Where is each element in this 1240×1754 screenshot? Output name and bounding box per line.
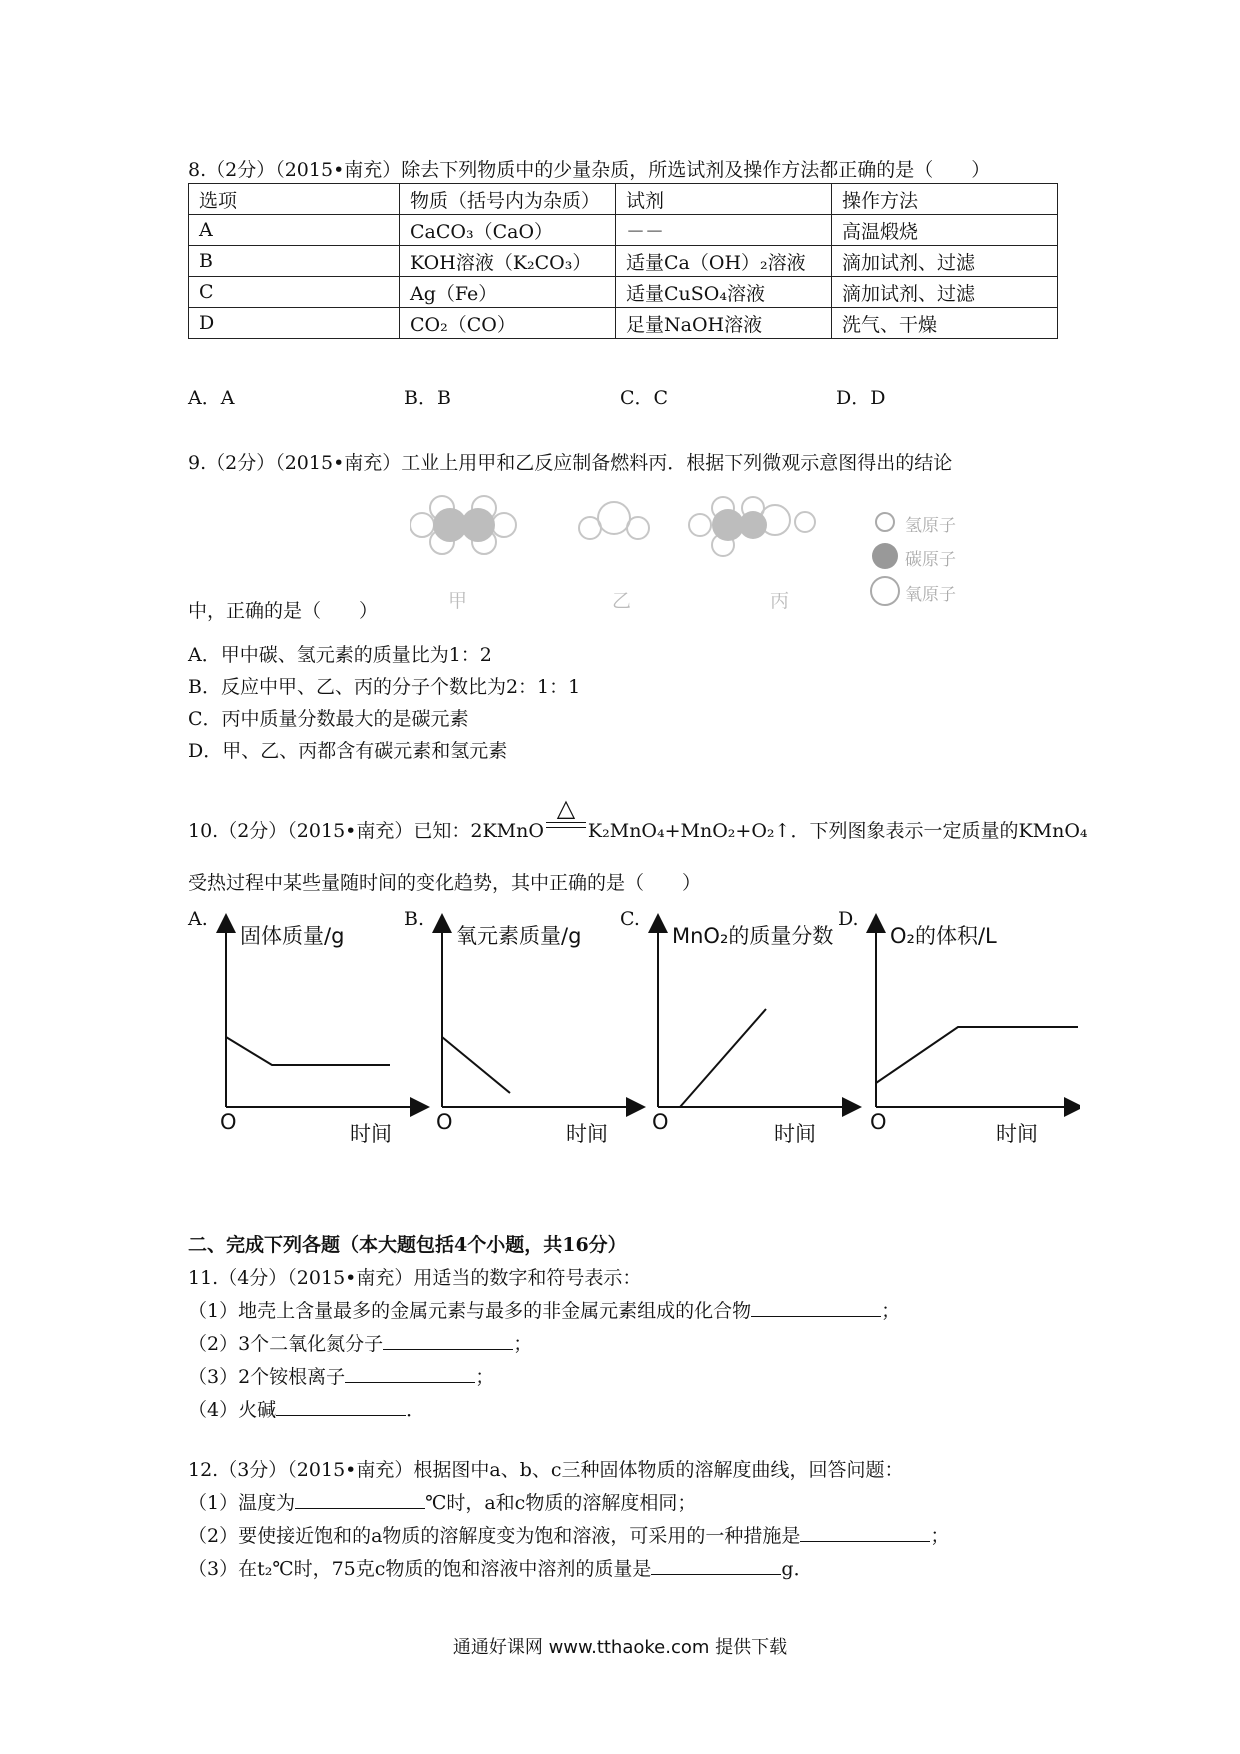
graph-d-letter: D. xyxy=(838,908,859,930)
table-cell: 适量Ca（OH）₂溶液 xyxy=(616,246,832,277)
table-cell: 足量NaOH溶液 xyxy=(616,308,832,339)
page-footer: 通通好课网 www.tthaoke.com 提供下载 xyxy=(452,1637,788,1658)
answer-blank[interactable] xyxy=(295,1488,425,1509)
item-text-after: ℃时，a和c物质的溶解度相同； xyxy=(425,1492,697,1514)
graph-d-ylabel: O₂的体积/L xyxy=(890,924,997,948)
question-8-table xyxy=(188,183,1058,339)
molecule-bing xyxy=(689,497,815,556)
graph-a-origin: O xyxy=(220,1110,237,1134)
table-cell: 洗气、干燥 xyxy=(832,308,1058,339)
table-row xyxy=(189,215,1058,246)
trend-line xyxy=(680,1009,766,1107)
question-11-item-3 xyxy=(188,1362,494,1389)
table-row xyxy=(189,308,1058,339)
item-end: ． xyxy=(406,1399,426,1421)
table-cell: 滴加试剂、过滤 xyxy=(832,277,1058,308)
legend-carbon: 碳原子 xyxy=(905,550,956,570)
trend-line xyxy=(226,1037,390,1065)
choice-b[interactable]: B．B xyxy=(404,387,451,409)
graph-a-xlabel: 时间 xyxy=(350,1122,392,1146)
question-10-stem-line2: 受热过程中某些量随时间的变化趋势，其中正确的是（ ） xyxy=(188,872,702,894)
trend-line xyxy=(876,1027,1078,1083)
molecule-jia xyxy=(410,496,516,554)
table-header-cell: 操作方法 xyxy=(832,184,1058,215)
question-12-item-2 xyxy=(188,1521,949,1548)
equation-tail: K₂MnO₄+MnO₂+O₂↑．下列图象表示一定质量的KMnO₄ xyxy=(587,820,1088,842)
graph-d-xlabel: 时间 xyxy=(996,1122,1038,1146)
question-12-stem: 12.（3分）（2015•南充）根据图中a、b、c三种固体物质的溶解度曲线，回答问题： xyxy=(188,1459,904,1481)
answer-blank[interactable] xyxy=(345,1362,475,1383)
choice-c[interactable]: C．C xyxy=(620,387,669,409)
hydrogen-atom-icon xyxy=(876,513,894,531)
table-header-cell: 试剂 xyxy=(616,184,832,215)
item-end: ； xyxy=(513,1333,533,1355)
diagram-label-bing: 丙 xyxy=(770,590,790,612)
choice-a[interactable]: A．甲中碳、氢元素的质量比为1：2 xyxy=(188,644,492,666)
question-9-stem-continued: 中，正确的是（ ） xyxy=(188,600,379,622)
question-11-stem: 11.（4分）（2015•南充）用适当的数字和符号表示： xyxy=(188,1267,642,1289)
legend-hydrogen: 氢原子 xyxy=(905,516,956,536)
question-12-item-3 xyxy=(188,1554,813,1581)
table-cell: CO₂（CO） xyxy=(400,308,616,339)
choice-d[interactable]: D．D xyxy=(836,387,886,409)
table-cell: C xyxy=(189,277,400,308)
graph-b-ylabel: 氧元素质量/g xyxy=(456,924,582,948)
item-text: （4）火碱 xyxy=(188,1399,277,1421)
diagram-label-yi: 乙 xyxy=(612,590,632,612)
legend-oxygen: 氧原子 xyxy=(905,585,956,605)
table-cell: 滴加试剂、过滤 xyxy=(832,246,1058,277)
table-cell: 适量CuSO₄溶液 xyxy=(616,277,832,308)
table-row xyxy=(189,246,1058,277)
table-cell: Ag（Fe） xyxy=(400,277,616,308)
table-cell: 高温煅烧 xyxy=(832,215,1058,246)
question-11-item-1 xyxy=(188,1296,900,1323)
question-12-item-1 xyxy=(188,1488,696,1515)
graph-c-letter: C. xyxy=(620,908,640,930)
answer-blank[interactable] xyxy=(800,1521,930,1542)
choice-b[interactable]: B．反应中甲、乙、丙的分子个数比为2：1：1 xyxy=(188,676,581,698)
molecule-yi xyxy=(579,502,649,539)
item-text: （3）2个铵根离子 xyxy=(188,1366,346,1388)
answer-blank[interactable] xyxy=(751,1296,881,1317)
question-8-stem: 8.（2分）（2015•南充）除去下列物质中的少量杂质，所选试剂及操作方法都正确的是（ ） xyxy=(188,159,991,181)
item-end: g． xyxy=(781,1558,813,1580)
item-text: （3）在t₂℃时，75克c物质的饱和溶液中溶剂的质量是 xyxy=(188,1558,652,1580)
item-end: ； xyxy=(475,1366,495,1388)
table-cell: CaCO₃（CaO） xyxy=(400,215,616,246)
graph-a-letter: A. xyxy=(188,908,208,930)
answer-blank[interactable] xyxy=(383,1329,513,1350)
table-cell: D xyxy=(189,308,400,339)
question-9-stem: 9.（2分）（2015•南充）工业上用甲和乙反应制备燃料丙．根据下列微观示意图得出的结论 xyxy=(188,452,953,474)
oxygen-atom-icon xyxy=(871,577,899,605)
graph-b-letter: B. xyxy=(404,908,425,930)
graph-c-origin: O xyxy=(652,1110,669,1134)
graph-b-xlabel: 时间 xyxy=(566,1122,608,1146)
question-10-stem xyxy=(188,794,1088,843)
question-11-item-4 xyxy=(188,1395,425,1422)
carbon-atom-icon xyxy=(872,543,898,569)
answer-blank[interactable] xyxy=(276,1395,406,1416)
heating-arrow xyxy=(544,794,588,842)
item-text: （1）温度为 xyxy=(188,1492,296,1514)
graph-b-origin: O xyxy=(436,1110,453,1134)
choice-c[interactable]: C．丙中质量分数最大的是碳元素 xyxy=(188,708,469,730)
question-11-item-2 xyxy=(188,1329,532,1356)
table-cell: －－ xyxy=(616,215,832,246)
table-row xyxy=(189,277,1058,308)
heat-icon: △ xyxy=(556,794,576,822)
item-end: ； xyxy=(930,1525,950,1547)
answer-blank[interactable] xyxy=(651,1554,781,1575)
item-text: （2）3个二氧化氮分子 xyxy=(188,1333,384,1355)
table-header-cell: 选项 xyxy=(189,184,400,215)
item-text: （2）要使接近饱和的a物质的溶解度变为饱和溶液，可采用的一种措施是 xyxy=(188,1525,801,1547)
graph-d-origin: O xyxy=(870,1110,887,1134)
choice-d[interactable]: D．甲、乙、丙都含有碳元素和氢元素 xyxy=(188,740,508,762)
table-cell: A xyxy=(189,215,400,246)
choice-a[interactable]: A．A xyxy=(188,387,235,409)
diagram-label-jia: 甲 xyxy=(448,590,468,612)
item-text: （1）地壳上含量最多的金属元素与最多的非金属元素组成的化合物 xyxy=(188,1300,752,1322)
section-2-title: 二、完成下列各题（本大题包括4个小题，共16分） xyxy=(188,1234,627,1256)
graph-a-ylabel: 固体质量/g xyxy=(240,924,345,948)
table-cell: B xyxy=(189,246,400,277)
graph-c-xlabel: 时间 xyxy=(774,1122,816,1146)
graph-c-ylabel: MnO₂的质量分数 xyxy=(672,924,834,948)
table-cell: KOH溶液（K₂CO₃） xyxy=(400,246,616,277)
stem-prefix: 10.（2分）（2015•南充）已知：2KMnO xyxy=(188,820,544,842)
trend-line xyxy=(442,1037,510,1093)
item-end: ； xyxy=(881,1300,901,1322)
table-header-cell: 物质（括号内为杂质） xyxy=(400,184,616,215)
table-header-row xyxy=(189,184,1058,215)
